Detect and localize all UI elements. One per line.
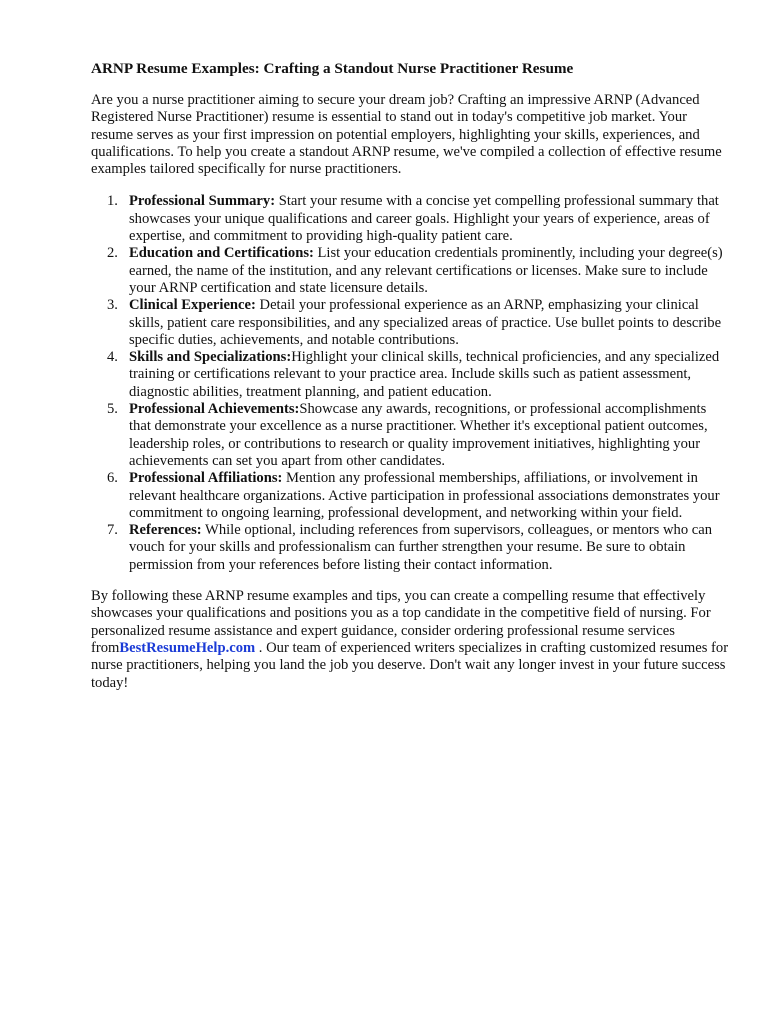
list-item-number: 4. xyxy=(107,349,118,366)
list-item-text: Mention any professional memberships, affiliations, or involvement in relevant healthcare organizations. Active participation in professional associations demonstrates your commitment to ongoing learning, professional development, and networking within your field. xyxy=(129,470,720,521)
list-item xyxy=(91,522,731,574)
document-title: ARNP Resume Examples: Crafting a Standout Nurse Practitioner Resume xyxy=(91,60,574,77)
list-item xyxy=(91,297,731,349)
list-item xyxy=(91,349,731,401)
list-item-text: Start your resume with a concise yet compelling professional summary that showcases your unique qualifications and career goals. Highlight your years of experience, areas of expertise, and commitment to providing high-quality patient care. xyxy=(129,193,719,245)
list-item xyxy=(91,193,731,245)
best-resume-help-link[interactable]: BestResumeHelp.com xyxy=(119,639,256,656)
list-item-number: 5. xyxy=(107,401,118,418)
list-item-term: Education and Certifications: xyxy=(129,245,314,262)
list-item-text: While optional, including references from supervisors, colleagues, or mentors who can vouch for your skills and professionalism can further strengthen your resume. Be sure to obtain permission from your references before listing their contact information. xyxy=(129,522,713,573)
list-item-term: References: xyxy=(129,522,202,539)
closing-text-before-link: By following these ARNP resume examples and tips, you can create a compelling resume that effectively showcases your qualifications and positions you as a top candidate in the competitive field of nursing. For personalized resume assistance and expert guidance, consider ordering professional resume services from xyxy=(91,588,711,656)
list-item-number: 1. xyxy=(107,193,118,210)
closing-paragraph xyxy=(91,588,731,692)
list-item-number: 2. xyxy=(107,245,118,262)
list-item-number: 7. xyxy=(107,522,118,539)
list-item-number: 3. xyxy=(107,297,118,314)
closing-text-after-link: . Our team of experienced writers specializes in crafting customized resumes for nurse practitioners, helping you land the job you deserve. Don't wait any longer invest in your future success today! xyxy=(91,639,729,691)
list-item-term: Professional Affiliations: xyxy=(129,470,283,487)
list-item-term: Skills and Specializations: xyxy=(129,349,292,366)
list-item-term: Clinical Experience: xyxy=(129,297,256,314)
document-page xyxy=(91,60,731,692)
list-item-term: Professional Summary: xyxy=(129,193,276,210)
intro-paragraph: Are you a nurse practitioner aiming to secure your dream job? Crafting an impressive ARNP (Advanced Registered Nurse Practitioner) resume is essential to stand out in today's competitive job market. Your resume serves as your first impression on potential employers, highlighting your skills, experiences, and qualifications. To help you create a standout ARNP resume, we've compiled a collection of effective resume examples tailored specifically for nurse practitioners. xyxy=(91,92,722,178)
list-item-term: Professional Achievements: xyxy=(129,401,300,418)
list-item-text: Detail your professional experience as an ARNP, emphasizing your clinical skills, patient care responsibilities, and any specialized areas of practice. Use bullet points to describe specific duties, achievements, and notable contributions. xyxy=(129,297,722,348)
list-item xyxy=(91,401,731,470)
list-item-number: 6. xyxy=(107,470,118,487)
list-item-text: List your education credentials prominently, including your degree(s) earned, the name of the institution, and any relevant certifications or licenses. Make sure to include your ARNP certification and state licensure details. xyxy=(129,245,723,296)
list-item-text: Highlight your clinical skills, technical proficiencies, and any specialized training or certifications relevant to your practice area. Include skills such as patient assessment, diagnostic abilities, treatment planning, and patient education. xyxy=(129,349,720,400)
list-item xyxy=(91,245,731,297)
tips-list xyxy=(91,193,731,574)
list-item-text: Showcase any awards, recognitions, or professional accomplishments that demonstrate your excellence as a nurse practitioner. Whether it's exceptional patient outcomes, leadership roles, or contributions to research or quality improvement initiatives, highlighting your achievements can set you apart from other candidates. xyxy=(129,401,708,469)
list-item xyxy=(91,470,731,522)
